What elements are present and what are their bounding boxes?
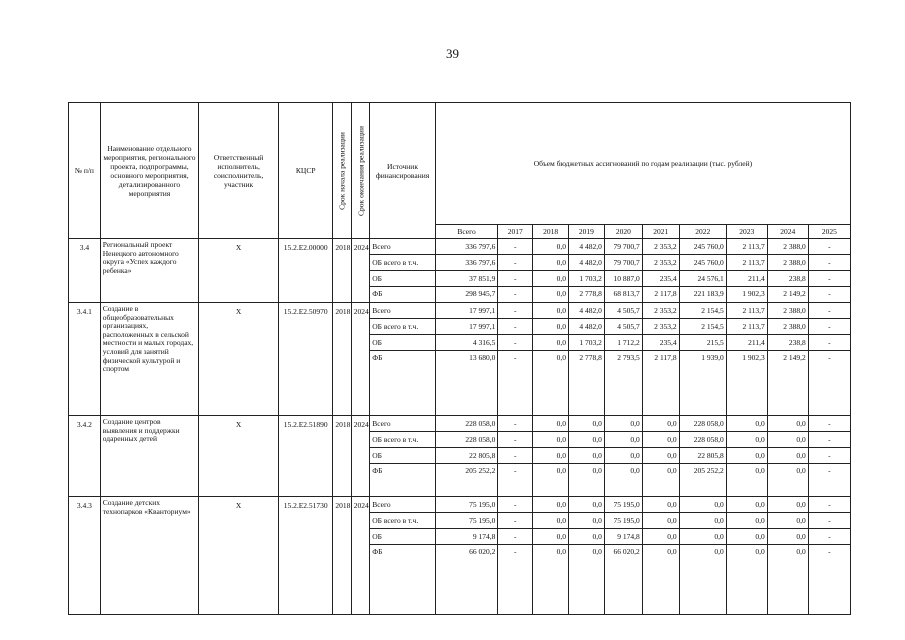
row-kcsr: 15.2.Е2.00000 — [279, 239, 333, 303]
cell-2018: 0,0 — [533, 271, 569, 287]
cell-2017: - — [498, 545, 533, 615]
cell-2025: - — [808, 335, 850, 351]
header-end-label: Срок окончания реализации — [356, 125, 366, 216]
table-row — [69, 239, 851, 255]
cell-2019: 0,0 — [569, 513, 605, 529]
row-source: ОБ всего в т.ч. — [370, 319, 436, 335]
row-source: ФБ — [370, 545, 436, 615]
cell-2024: 2 388,0 — [767, 319, 808, 335]
row-executor: X — [199, 497, 279, 615]
row-start: 2018 — [333, 497, 351, 615]
cell-2019: 2 778,8 — [569, 351, 605, 416]
cell-Всего: 37 851,9 — [435, 271, 498, 287]
cell-2022: 228 058,0 — [679, 432, 726, 448]
row-name: Создание в общеобразовательных организациях, расположенных в сельской местности и малых городах, условий для занятий физической культурой и спортом — [100, 303, 198, 416]
cell-2020: 10 887,0 — [604, 271, 642, 287]
cell-2023: 2 113,7 — [726, 239, 767, 255]
cell-2019: 0,0 — [569, 497, 605, 513]
cell-2024: 238,8 — [767, 335, 808, 351]
cell-2022: 2 154,5 — [679, 319, 726, 335]
cell-2022: 24 576,1 — [679, 271, 726, 287]
row-source: ОБ всего в т.ч. — [370, 432, 436, 448]
cell-2025: - — [808, 497, 850, 513]
cell-2022: 215,5 — [679, 335, 726, 351]
cell-2018: 0,0 — [533, 287, 569, 303]
cell-2019: 0,0 — [569, 464, 605, 497]
cell-2023: 0,0 — [726, 529, 767, 545]
row-executor: X — [199, 303, 279, 416]
cell-2021: 0,0 — [642, 448, 679, 464]
cell-2025: - — [808, 529, 850, 545]
cell-2021: 2 353,2 — [642, 239, 679, 255]
cell-2017: - — [498, 255, 533, 271]
cell-2018: 0,0 — [533, 303, 569, 319]
cell-2018: 0,0 — [533, 255, 569, 271]
header-start-label: Срок начала реализации — [337, 131, 347, 210]
cell-2021: 235,4 — [642, 271, 679, 287]
row-start: 2018 — [333, 239, 351, 303]
cell-2024: 2 388,0 — [767, 239, 808, 255]
cell-2019: 0,0 — [569, 416, 605, 432]
cell-2020: 4 505,7 — [604, 319, 642, 335]
row-name: Создание центров выявления и поддержки одаренных детей — [100, 416, 198, 497]
cell-2022: 1 939,0 — [679, 351, 726, 416]
row-end: 2024 — [351, 497, 369, 615]
row-source: Всего — [370, 416, 436, 432]
cell-2017: - — [498, 432, 533, 448]
cell-Всего: 22 805,8 — [435, 448, 498, 464]
cell-2025: - — [808, 464, 850, 497]
cell-2021: 2 117,8 — [642, 351, 679, 416]
row-source: Всего — [370, 303, 436, 319]
row-source: ФБ — [370, 464, 436, 497]
cell-2021: 0,0 — [642, 529, 679, 545]
table-row — [69, 303, 851, 319]
cell-2019: 2 778,8 — [569, 287, 605, 303]
header-end — [351, 103, 369, 239]
header-num: № п/п — [69, 103, 101, 239]
page-number: 39 — [446, 46, 459, 61]
cell-2024: 0,0 — [767, 448, 808, 464]
cell-2021: 2 117,8 — [642, 287, 679, 303]
cell-2023: 2 113,7 — [726, 319, 767, 335]
cell-2023: 0,0 — [726, 432, 767, 448]
row-num: 3.4.2 — [69, 416, 101, 497]
row-source: ОБ — [370, 271, 436, 287]
cell-2021: 0,0 — [642, 464, 679, 497]
header-source: Источник финансирования — [370, 103, 436, 239]
cell-2024: 2 149,2 — [767, 287, 808, 303]
cell-2025: - — [808, 319, 850, 335]
cell-2022: 0,0 — [679, 529, 726, 545]
cell-2018: 0,0 — [533, 448, 569, 464]
row-source: Всего — [370, 239, 436, 255]
row-num: 3.4.3 — [69, 497, 101, 615]
cell-Всего: 75 195,0 — [435, 497, 498, 513]
cell-2018: 0,0 — [533, 545, 569, 615]
cell-2018: 0,0 — [533, 416, 569, 432]
row-name: Региональный проект Ненецкого автономного округа «Успех каждого ребенка» — [100, 239, 198, 303]
cell-2023: 211,4 — [726, 271, 767, 287]
cell-2025: - — [808, 287, 850, 303]
header-year-6: 2022 — [679, 225, 726, 239]
cell-2022: 0,0 — [679, 545, 726, 615]
cell-2025: - — [808, 303, 850, 319]
cell-2024: 0,0 — [767, 432, 808, 448]
table-row — [69, 497, 851, 513]
cell-2025: - — [808, 351, 850, 416]
row-source: ФБ — [370, 351, 436, 416]
cell-2019: 4 482,0 — [569, 255, 605, 271]
cell-2023: 0,0 — [726, 545, 767, 615]
cell-2020: 1 712,2 — [604, 335, 642, 351]
header-start — [333, 103, 351, 239]
row-source: ОБ всего в т.ч. — [370, 255, 436, 271]
cell-2024: 0,0 — [767, 545, 808, 615]
cell-2024: 2 388,0 — [767, 255, 808, 271]
cell-2023: 0,0 — [726, 448, 767, 464]
cell-2022: 205 252,2 — [679, 464, 726, 497]
cell-2019: 0,0 — [569, 448, 605, 464]
cell-2017: - — [498, 319, 533, 335]
cell-2017: - — [498, 271, 533, 287]
cell-2024: 0,0 — [767, 529, 808, 545]
cell-Всего: 75 195,0 — [435, 513, 498, 529]
row-end: 2024 — [351, 303, 369, 416]
cell-2022: 228 058,0 — [679, 416, 726, 432]
cell-2020: 4 505,7 — [604, 303, 642, 319]
cell-2017: - — [498, 303, 533, 319]
cell-2018: 0,0 — [533, 497, 569, 513]
cell-2021: 0,0 — [642, 497, 679, 513]
row-kcsr: 15.2.Е2.50970 — [279, 303, 333, 416]
cell-Всего: 298 945,7 — [435, 287, 498, 303]
cell-2024: 2 149,2 — [767, 351, 808, 416]
cell-2023: 1 902,3 — [726, 287, 767, 303]
cell-2019: 4 482,0 — [569, 319, 605, 335]
cell-2022: 0,0 — [679, 513, 726, 529]
cell-2018: 0,0 — [533, 513, 569, 529]
cell-2025: - — [808, 545, 850, 615]
row-end: 2024 — [351, 239, 369, 303]
table-row — [69, 416, 851, 432]
cell-2022: 2 154,5 — [679, 303, 726, 319]
header-year-4: 2020 — [604, 225, 642, 239]
header-year-1: 2017 — [498, 225, 533, 239]
row-num: 3.4.1 — [69, 303, 101, 416]
cell-2019: 0,0 — [569, 432, 605, 448]
cell-2021: 2 353,2 — [642, 319, 679, 335]
cell-2023: 0,0 — [726, 464, 767, 497]
cell-2020: 0,0 — [604, 448, 642, 464]
cell-2020: 0,0 — [604, 464, 642, 497]
cell-2023: 0,0 — [726, 497, 767, 513]
cell-2020: 0,0 — [604, 432, 642, 448]
cell-2020: 68 813,7 — [604, 287, 642, 303]
cell-2020: 9 174,8 — [604, 529, 642, 545]
cell-Всего: 336 797,6 — [435, 239, 498, 255]
cell-2018: 0,0 — [533, 529, 569, 545]
cell-2025: - — [808, 432, 850, 448]
header-year-0: Всего — [435, 225, 498, 239]
cell-2018: 0,0 — [533, 351, 569, 416]
cell-2023: 0,0 — [726, 416, 767, 432]
cell-2020: 66 020,2 — [604, 545, 642, 615]
cell-2017: - — [498, 287, 533, 303]
cell-2024: 0,0 — [767, 464, 808, 497]
cell-2025: - — [808, 448, 850, 464]
cell-2022: 22 805,8 — [679, 448, 726, 464]
header-name: Наименование отдельного мероприятия, регионального проекта, подпрограммы, основного мероприятия, детализированного мероприятия — [100, 103, 198, 239]
cell-2021: 2 353,2 — [642, 303, 679, 319]
row-source: ОБ — [370, 529, 436, 545]
cell-2019: 1 703,2 — [569, 271, 605, 287]
row-end: 2024 — [351, 416, 369, 497]
cell-2025: - — [808, 255, 850, 271]
row-source: ОБ — [370, 335, 436, 351]
cell-Всего: 228 058,0 — [435, 432, 498, 448]
cell-2018: 0,0 — [533, 239, 569, 255]
cell-Всего: 17 997,1 — [435, 303, 498, 319]
cell-2023: 2 113,7 — [726, 255, 767, 271]
row-source: Всего — [370, 497, 436, 513]
cell-2019: 0,0 — [569, 529, 605, 545]
header-year-3: 2019 — [569, 225, 605, 239]
header-volume: Объем бюджетных ассигнований по годам реализации (тыс. рублей) — [435, 103, 850, 225]
cell-2024: 0,0 — [767, 513, 808, 529]
cell-2021: 2 353,2 — [642, 255, 679, 271]
cell-Всего: 336 797,6 — [435, 255, 498, 271]
cell-Всего: 205 252,2 — [435, 464, 498, 497]
cell-2023: 211,4 — [726, 335, 767, 351]
cell-2018: 0,0 — [533, 335, 569, 351]
cell-2018: 0,0 — [533, 432, 569, 448]
row-source: ОБ всего в т.ч. — [370, 513, 436, 529]
cell-2020: 0,0 — [604, 416, 642, 432]
header-year-7: 2023 — [726, 225, 767, 239]
cell-2021: 0,0 — [642, 545, 679, 615]
cell-2025: - — [808, 513, 850, 529]
header-executor: Ответственный исполнитель, соисполнитель, участник — [199, 103, 279, 239]
cell-Всего: 4 316,5 — [435, 335, 498, 351]
cell-2023: 1 902,3 — [726, 351, 767, 416]
cell-2024: 0,0 — [767, 497, 808, 513]
cell-2022: 245 760,0 — [679, 239, 726, 255]
row-source: ФБ — [370, 287, 436, 303]
cell-Всего: 9 174,8 — [435, 529, 498, 545]
row-executor: X — [199, 239, 279, 303]
cell-2020: 2 793,5 — [604, 351, 642, 416]
header-year-2: 2018 — [533, 225, 569, 239]
cell-2017: - — [498, 529, 533, 545]
cell-2018: 0,0 — [533, 464, 569, 497]
cell-2017: - — [498, 448, 533, 464]
cell-2020: 79 700,7 — [604, 255, 642, 271]
cell-2017: - — [498, 239, 533, 255]
cell-2019: 4 482,0 — [569, 303, 605, 319]
cell-2025: - — [808, 239, 850, 255]
cell-2017: - — [498, 513, 533, 529]
cell-2022: 0,0 — [679, 497, 726, 513]
cell-2017: - — [498, 464, 533, 497]
cell-2023: 0,0 — [726, 513, 767, 529]
cell-2017: - — [498, 497, 533, 513]
header-kcsr: КЦСР — [279, 103, 333, 239]
cell-2022: 245 760,0 — [679, 255, 726, 271]
cell-2021: 0,0 — [642, 513, 679, 529]
header-year-8: 2024 — [767, 225, 808, 239]
cell-2021: 0,0 — [642, 416, 679, 432]
cell-2017: - — [498, 335, 533, 351]
cell-2024: 0,0 — [767, 416, 808, 432]
cell-Всего: 17 997,1 — [435, 319, 498, 335]
cell-2020: 75 195,0 — [604, 497, 642, 513]
header-year-9: 2025 — [808, 225, 850, 239]
row-executor: X — [199, 416, 279, 497]
cell-2020: 79 700,7 — [604, 239, 642, 255]
cell-2023: 2 113,7 — [726, 303, 767, 319]
row-name: Создание детских технопарков «Кванториум» — [100, 497, 198, 615]
cell-Всего: 66 020,2 — [435, 545, 498, 615]
row-kcsr: 15.2.Е2.51730 — [279, 497, 333, 615]
cell-2025: - — [808, 271, 850, 287]
row-source: ОБ — [370, 448, 436, 464]
row-start: 2018 — [333, 303, 351, 416]
budget-table — [68, 102, 851, 615]
cell-2018: 0,0 — [533, 319, 569, 335]
cell-2017: - — [498, 351, 533, 416]
cell-2024: 2 388,0 — [767, 303, 808, 319]
cell-2022: 221 183,9 — [679, 287, 726, 303]
cell-2025: - — [808, 416, 850, 432]
cell-2019: 4 482,0 — [569, 239, 605, 255]
cell-2019: 1 703,2 — [569, 335, 605, 351]
cell-2020: 75 195,0 — [604, 513, 642, 529]
row-num: 3.4 — [69, 239, 101, 303]
row-kcsr: 15.2.Е2.51890 — [279, 416, 333, 497]
cell-Всего: 228 058,0 — [435, 416, 498, 432]
cell-2021: 235,4 — [642, 335, 679, 351]
cell-2021: 0,0 — [642, 432, 679, 448]
cell-2024: 238,8 — [767, 271, 808, 287]
cell-Всего: 13 680,0 — [435, 351, 498, 416]
row-start: 2018 — [333, 416, 351, 497]
cell-2019: 0,0 — [569, 545, 605, 615]
cell-2017: - — [498, 416, 533, 432]
header-year-5: 2021 — [642, 225, 679, 239]
